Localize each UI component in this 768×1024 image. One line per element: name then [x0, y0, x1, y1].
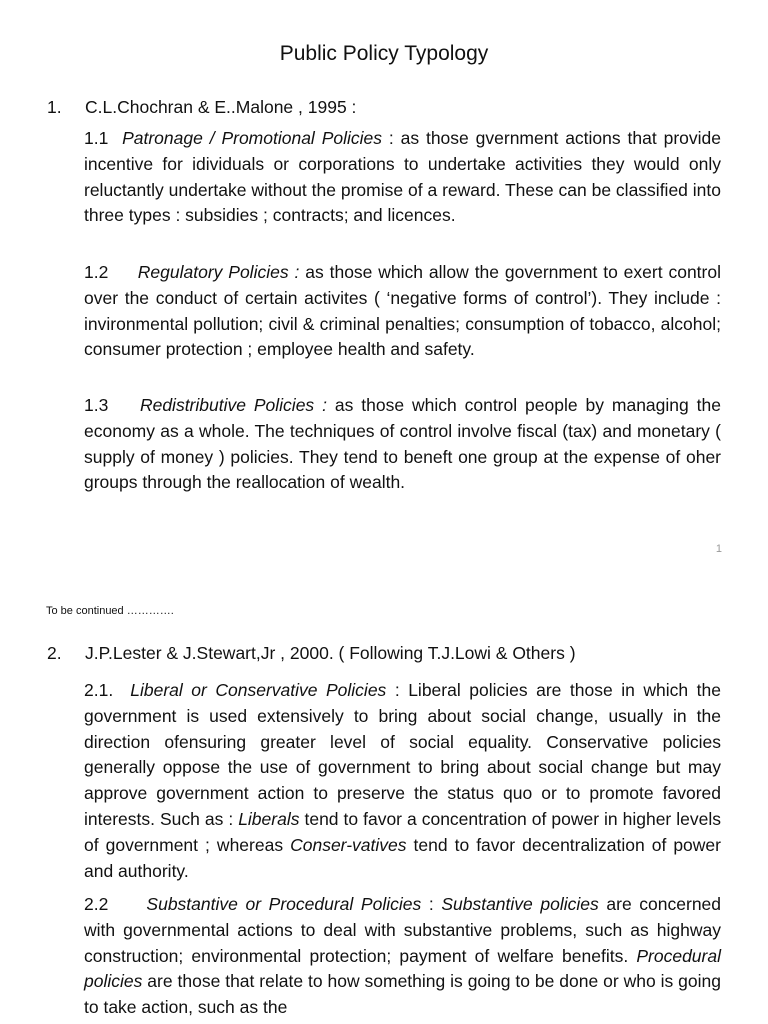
paragraph-2-1 [84, 678, 721, 884]
separator: : [386, 680, 409, 700]
paragraph-text: as those which allow the government to exert control over the conduct of certain activites ( ‘negative forms of control’). They include : invironmental pollution; civil & criminal penalties; consumption of tobacco, alcohol; consumer protection ; employee health and safety. [84, 262, 721, 360]
paragraph-1-1 [84, 126, 721, 229]
paragraph-text: tend to favor decentralization of power and authority. [84, 834, 721, 881]
emphasis-procedural: Procedural policies [84, 945, 721, 992]
section-1-title: C.L.Chochran & E..Malone , 1995 : [85, 97, 357, 117]
item-number: 1.3 [84, 395, 109, 415]
paragraph-text: as those gvernment actions that provide incentive for idividuals or corporations to undertake activities they would only reluctantly undertake without the promise of a reward. These can be classified into three types : subsidies ; contracts; and licences. [84, 128, 721, 226]
page-title: Public Policy Typology [279, 42, 489, 65]
item-number: 2.1. [84, 680, 114, 700]
paragraph-2-2 [84, 892, 721, 1021]
paragraph-text: are concerned with governmental actions to deal with substantive problems, such as highway construction; environmental protection; payment of welfare benefits. [84, 894, 722, 966]
policy-term: Redistributive Policies : [139, 395, 327, 415]
item-number: 1.2 [84, 262, 109, 282]
item-number: 1.1 [84, 128, 109, 148]
section-1-number: 1. [47, 97, 62, 117]
separator [327, 395, 335, 415]
emphasis-substantive: Substantive policies [441, 894, 599, 914]
paragraph-text: tend to favor a concentration of power in higher levels of government ; whereas [84, 808, 721, 855]
policy-term: Patronage / Promotional Policies [122, 128, 382, 148]
paragraph-1-3 [84, 393, 721, 496]
section-1-heading [47, 97, 356, 118]
policy-term: Regulatory Policies : [137, 262, 300, 282]
section-2-number: 2. [47, 643, 62, 663]
continued-note: To be continued …………. [46, 605, 174, 617]
policy-term: Liberal or Conservative Policies [130, 680, 387, 700]
paragraph-text: are those that relate to how something is going to be done or who is going to take action, such as the [84, 971, 721, 1018]
item-number: 2.2 [84, 894, 109, 914]
emphasis-conservatives: Conser-vatives [290, 834, 407, 855]
section-2-heading [47, 643, 576, 664]
page-number: 1 [715, 543, 722, 555]
paragraph-text: as those which control people by managing the economy as a whole. The techniques of control involve fiscal (tax) and monetary ( supply of money ) policies. They tend to beneft one group at the expense of oher groups through the reallocation of wealth. [84, 395, 721, 493]
policy-term: Substantive or Procedural Policies [146, 894, 422, 914]
paragraph-1-2 [84, 260, 721, 363]
separator: : [382, 128, 401, 148]
emphasis-liberals: Liberals [238, 808, 300, 829]
separator: : [421, 894, 442, 914]
section-2-title: J.P.Lester & J.Stewart,Jr , 2000. ( Following T.J.Lowi & Others ) [85, 643, 576, 663]
paragraph-text: Liberal policies are those in which the government is used extensively to bring about social change, usually in the direction ofensuring greater level of social equality. Conservative policies generally oppose the use of government to bring about social change but may approve government action to preserve the status quo or to promote favored interests. Such as : [84, 680, 721, 829]
